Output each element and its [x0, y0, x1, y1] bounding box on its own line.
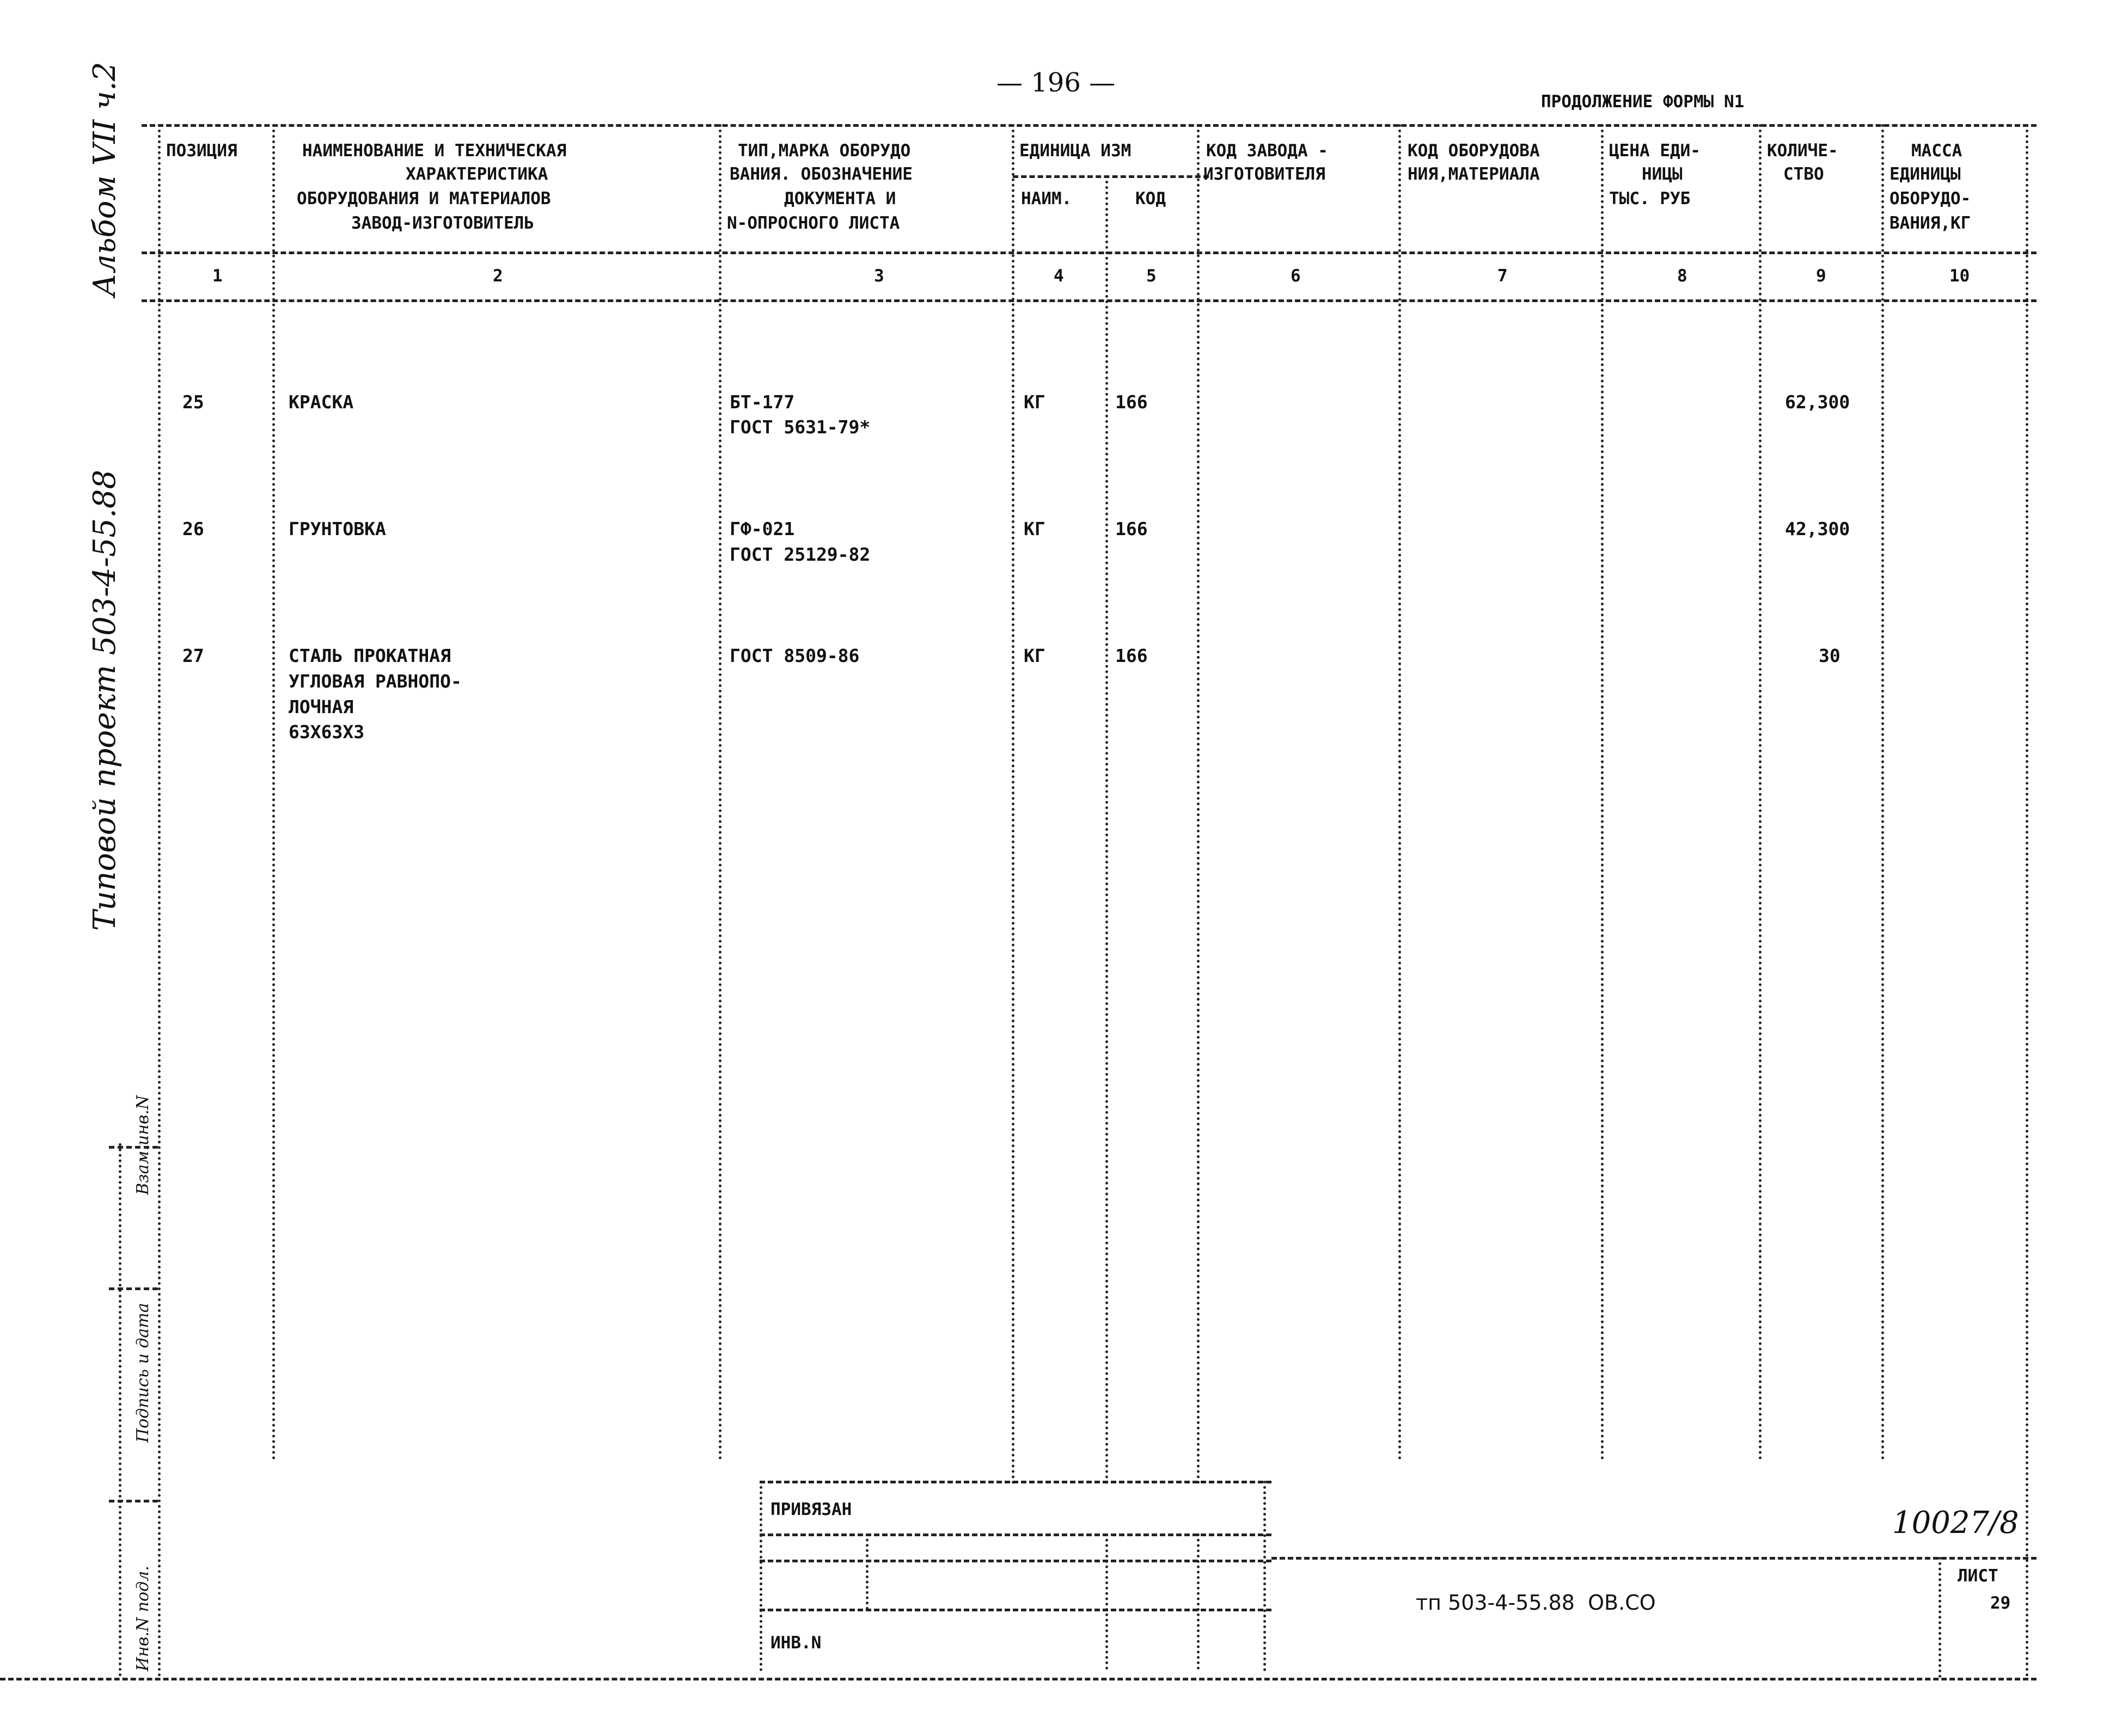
column-number-8: 8: [1677, 266, 1687, 286]
col-sep-0: [158, 124, 161, 1678]
row-26-code: 166: [1115, 518, 1148, 539]
row-27-type: ГОСТ 8509-86: [730, 645, 860, 666]
header-price-line-3: ТЫС. РУБ: [1609, 189, 1691, 208]
column-number-3: 3: [874, 266, 884, 286]
margin-box-inv-original: Инв.N подл.: [133, 1566, 152, 1671]
col-sep-5: [1197, 124, 1200, 1485]
margin-box-signature-date: Подпись и дата: [133, 1303, 152, 1443]
column-number-5: 5: [1146, 266, 1157, 286]
header-unit-name: НАИМ.: [1021, 189, 1072, 208]
margin-column-line: [119, 1143, 121, 1677]
column-number-1: 1: [212, 266, 223, 286]
row-27-name-line-2: УГЛОВАЯ РАВНОПО-: [289, 671, 462, 692]
album-label: Альбом VII ч.2: [87, 62, 123, 297]
header-maker-code-line-2: ИЗГОТОВИТЕЛЯ: [1203, 164, 1325, 184]
col-sep-6: [1398, 124, 1401, 1461]
col-sep-right: [2026, 124, 2028, 1678]
table-top-rule: [142, 124, 2037, 127]
unit-subheader-rule: [1013, 175, 1209, 178]
row-26-unit: КГ: [1024, 518, 1045, 539]
row-27-code: 166: [1115, 645, 1148, 666]
header-maker-code-line-1: КОД ЗАВОДА -: [1206, 141, 1328, 161]
handwritten-number: 10027/8: [1892, 1505, 2019, 1541]
header-name-line-4: ЗАВОД-ИЗГОТОВИТЕЛЬ: [351, 213, 534, 233]
header-equip-code-line-1: КОД ОБОРУДОВА: [1408, 141, 1540, 161]
row-25-position: 25: [182, 391, 204, 413]
header-price-line-2: НИЦЫ: [1642, 164, 1683, 184]
project-label: Типовой проект 503-4-55.88: [87, 469, 123, 931]
margin-box-rule-2: [109, 1287, 158, 1290]
header-position: ПОЗИЦИЯ: [166, 141, 237, 161]
stamp-left: [760, 1481, 762, 1671]
header-name-line-1: НАИМЕНОВАНИЕ И ТЕХНИЧЕСКАЯ: [302, 141, 567, 161]
header-unit: ЕДИНИЦА ИЗМ: [1019, 141, 1132, 161]
column-number-2: 2: [493, 266, 503, 286]
stamp-inner-2: [1105, 1533, 1108, 1670]
col-sep-3: [1012, 124, 1014, 1485]
header-unit-code: КОД: [1135, 189, 1166, 208]
numbers-bottom-rule: [142, 299, 2037, 302]
row-26-type-line-2: ГОСТ 25129-82: [730, 544, 871, 565]
row-25-code: 166: [1115, 391, 1148, 413]
margin-box-rule-3: [109, 1500, 158, 1502]
stamp-rule-3: [760, 1560, 1271, 1562]
header-price-line-1: ЦЕНА ЕДИ-: [1609, 141, 1701, 161]
header-mass-line-1: МАССА: [1911, 141, 1962, 161]
stamp-top-rule: [760, 1481, 1271, 1483]
col-sep-9: [1881, 124, 1884, 1461]
stamp-inv-label: ИНВ.N: [770, 1633, 822, 1653]
header-mass-line-2: ЕДИНИЦЫ: [1889, 164, 1961, 184]
header-type-line-3: ДОКУМЕНТА И: [784, 189, 896, 208]
document-code: тп 503-4-55.88 ОВ.СО: [1416, 1591, 1656, 1615]
header-equip-code-line-2: НИЯ,МАТЕРИАЛА: [1408, 164, 1540, 184]
sheet-label: ЛИСТ: [1958, 1566, 1998, 1586]
header-mass-line-3: ОБОРУДО-: [1889, 189, 1971, 208]
page-bottom-rule: [0, 1678, 2037, 1680]
margin-box-rule-1: [109, 1146, 158, 1149]
header-qty-line-2: СТВО: [1783, 164, 1824, 184]
col-sep-2: [719, 124, 721, 1461]
row-26-quantity: 42,300: [1785, 518, 1850, 539]
row-25-quantity: 62,300: [1785, 391, 1850, 413]
row-26-position: 26: [182, 518, 204, 539]
row-25-type-line-2: ГОСТ 5631-79*: [730, 416, 871, 438]
title-block-rule: [1271, 1557, 2037, 1560]
header-type-line-2: ВАНИЯ. ОБОЗНАЧЕНИЕ: [730, 164, 913, 184]
row-27-quantity: 30: [1819, 645, 1840, 666]
header-qty-line-1: КОЛИЧЕ-: [1767, 141, 1838, 161]
row-27-name-line-4: 63Х63Х3: [289, 721, 365, 743]
sheet-number: 29: [1990, 1593, 2011, 1613]
col-sep-8: [1759, 124, 1762, 1461]
column-number-6: 6: [1291, 266, 1301, 286]
column-number-4: 4: [1054, 266, 1064, 286]
row-25-unit: КГ: [1024, 391, 1045, 413]
column-number-7: 7: [1497, 266, 1508, 286]
page-number: — 196 —: [996, 68, 1116, 98]
stamp-inner-1: [866, 1533, 869, 1610]
row-27-name-line-3: ЛОЧНАЯ: [289, 696, 354, 717]
column-number-9: 9: [1816, 266, 1826, 286]
stamp-rule-4: [760, 1609, 1271, 1611]
column-number-10: 10: [1949, 266, 1970, 286]
sheet-cell-left: [1938, 1557, 1941, 1678]
row-26-type-line-1: ГФ-021: [730, 518, 795, 539]
stamp-bound-label: ПРИВЯЗАН: [770, 1500, 852, 1519]
continuation-caption: ПРОДОЛЖЕНИЕ ФОРМЫ N1: [1541, 92, 1745, 112]
margin-box-replace-inv: Взам.инв.N: [133, 1095, 152, 1195]
stamp-inner-3: [1197, 1533, 1200, 1670]
stamp-rule-2: [760, 1533, 1271, 1536]
col-sep-4: [1105, 175, 1108, 1485]
header-name-line-2: ХАРАКТЕРИСТИКА: [406, 164, 548, 184]
row-25-type-line-1: БТ-177: [730, 391, 795, 413]
header-mass-line-4: ВАНИЯ,КГ: [1889, 213, 1971, 233]
col-sep-7: [1601, 124, 1604, 1461]
row-27-name-line-1: СТАЛЬ ПРОКАТНАЯ: [289, 645, 451, 666]
header-name-line-3: ОБОРУДОВАНИЯ И МАТЕРИАЛОВ: [297, 189, 551, 208]
header-type-line-4: N-ОПРОСНОГО ЛИСТА: [727, 213, 900, 233]
row-26-name: ГРУНТОВКА: [289, 518, 386, 539]
col-sep-1: [272, 124, 275, 1461]
header-bottom-rule: [142, 251, 2037, 254]
header-type-line-1: ТИП,МАРКА ОБОРУДО: [738, 141, 911, 161]
row-25-name: КРАСКА: [289, 391, 354, 413]
row-27-unit: КГ: [1024, 645, 1045, 666]
stamp-right: [1263, 1481, 1266, 1671]
row-27-position: 27: [182, 645, 204, 666]
